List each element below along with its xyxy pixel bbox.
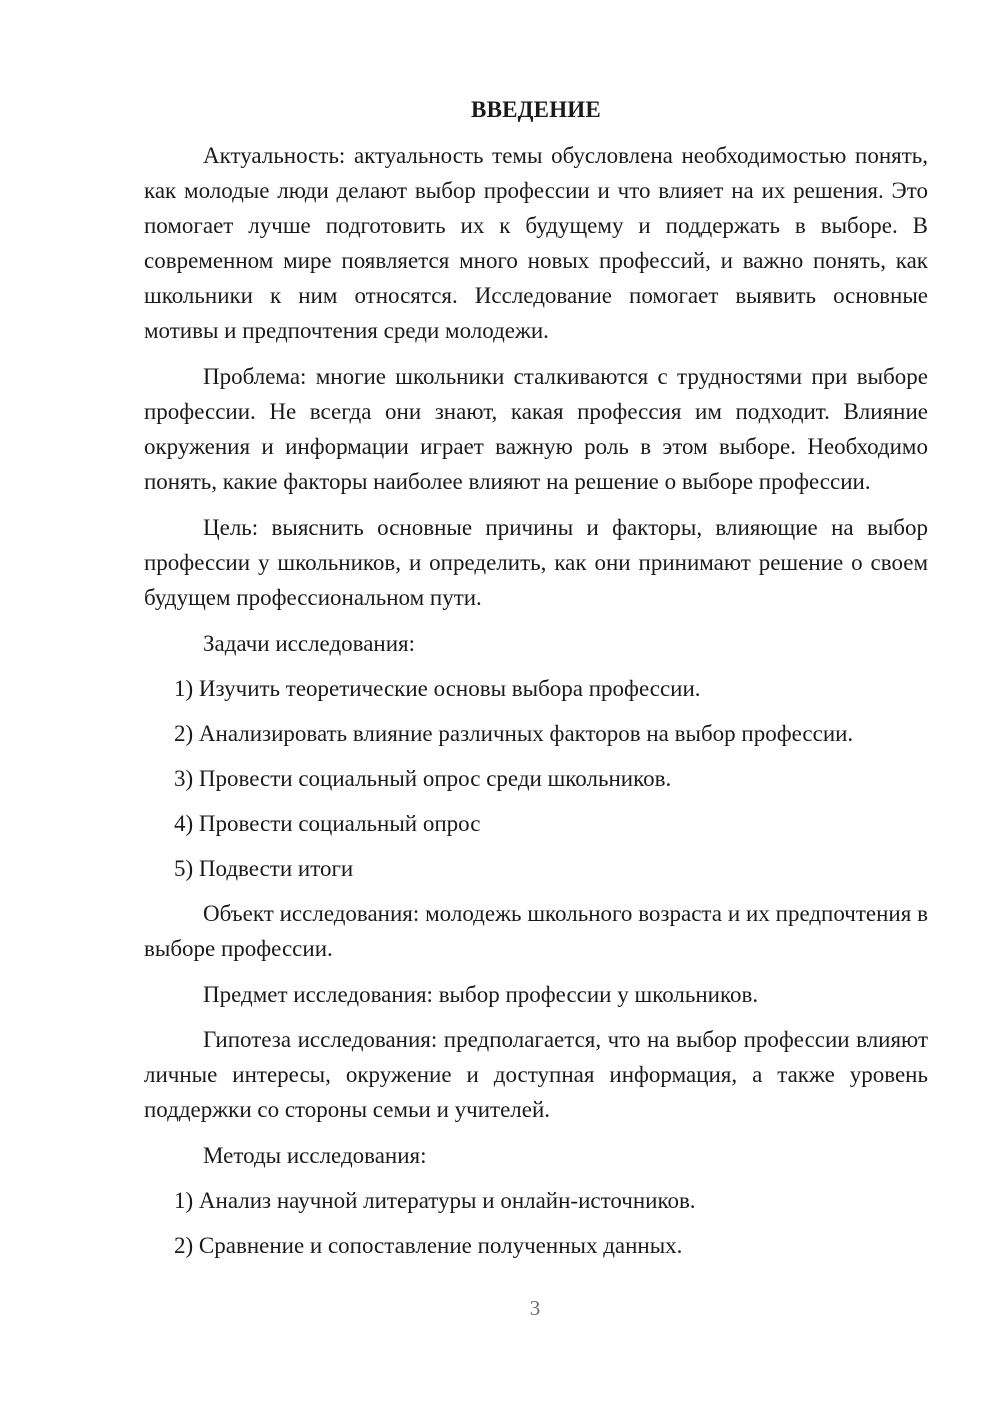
tasks-heading: Задачи исследования: [203, 631, 416, 656]
task-item: 2) Анализировать влияние различных факторов на выбор профессии. [174, 721, 854, 746]
page-number: 3 [529, 1296, 541, 1320]
object-paragraph: Объект исследования: молодежь школьного возраста и их предпочтения в выборе профессии. [144, 901, 928, 961]
method-item: 2) Сравнение и сопоставление полученных данных. [174, 1233, 683, 1258]
task-item: 3) Провести социальный опрос среди школьников. [174, 766, 672, 791]
page-title: ВВЕДЕНИЕ [471, 97, 601, 122]
methods-heading: Методы исследования: [203, 1143, 427, 1168]
method-item: 1) Анализ научной литературы и онлайн-источников. [174, 1188, 696, 1213]
task-item: 1) Изучить теоретические основы выбора профессии. [174, 676, 701, 701]
problem-paragraph: Проблема: многие школьники сталкиваются с трудностями при выборе профессии. Не всегда они знают, какая профессия им подходит. Влияние окружения и информации играет важную роль в этом выборе. Необходимо понять, какие факторы наиболее влияют на решение о выборе профессии. [144, 364, 928, 494]
task-item: 5) Подвести итоги [174, 856, 354, 881]
hypothesis-paragraph: Гипотеза исследования: предполагается, что на выбор профессии влияют личные интересы, окружение и доступная информация, а также уровень поддержки со стороны семьи и учителей. [144, 1027, 928, 1122]
task-item: 4) Провести социальный опрос [174, 811, 481, 836]
goal-paragraph: Цель: выяснить основные причины и факторы, влияющие на выбор профессии у школьников, и определить, как они принимают решение о своем будущем профессиональном пути. [144, 515, 928, 610]
page-content [144, 96, 928, 1273]
subject-paragraph: Предмет исследования: выбор профессии у школьников. [203, 982, 759, 1007]
relevance-paragraph: Актуальность: актуальность темы обусловлена необходимостью понять, как молодые люди делают выбор профессии и что влияет на их решения. Это помогает лучше подготовить их к будущему и поддержать в выборе. В современном мире появляется много новых профессий, и важно понять, как школьники к ним относятся. Исследование помогает выявить основные мотивы и предпочтения среди молодежи. [144, 143, 928, 343]
